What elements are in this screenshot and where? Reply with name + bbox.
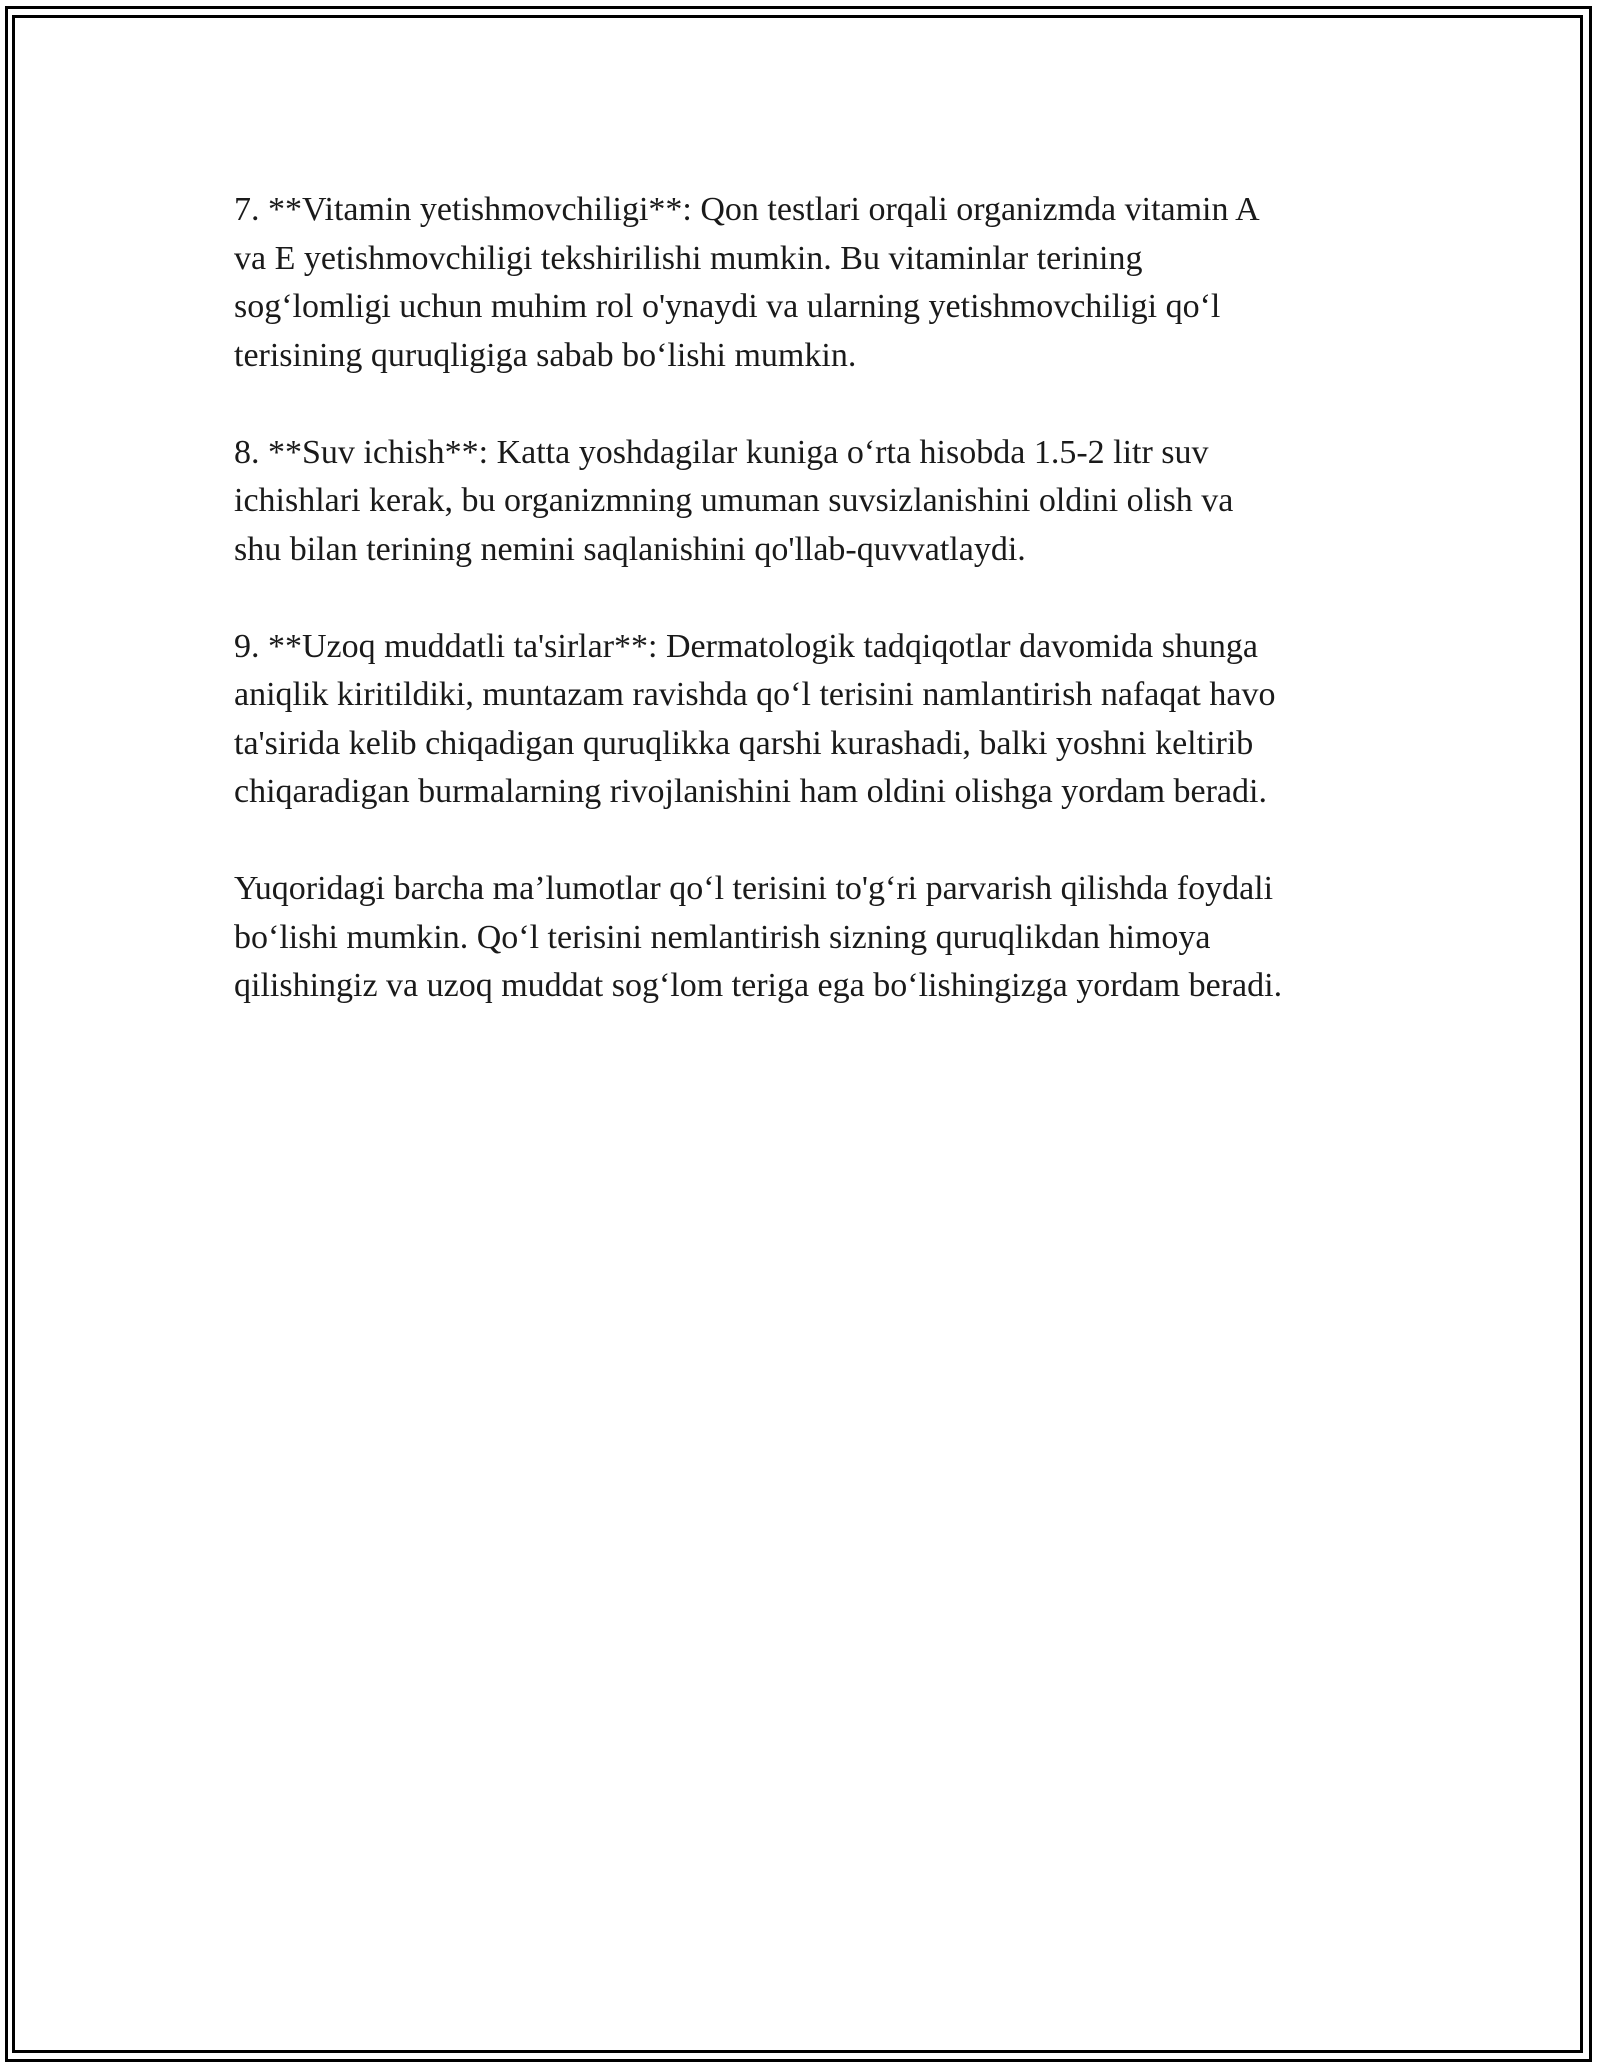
- text-line: Yuqoridagi barcha ma’lumotlar qo‘l terisini to'g‘ri parvarish qilishda foydali: [234, 870, 1274, 907]
- text-line: 7. **Vitamin yetishmovchiligi**: Qon testlari orqali organizmda vitamin A: [234, 191, 1260, 228]
- paragraph-long-term-effects: [234, 623, 1384, 817]
- text-line: terisining quruqligiga sabab bo‘lishi mumkin.: [234, 336, 857, 374]
- text-line: bo‘lishi mumkin. Qo‘l terisini nemlantirish sizning quruqlikdan himoya: [234, 918, 1211, 956]
- text-line: shu bilan terining nemini saqlanishini qo'llab-quvvatlaydi.: [234, 530, 1026, 568]
- paragraph-vitamin-deficiency: [234, 186, 1384, 380]
- text-line: va E yetishmovchiligi tekshirilishi mumkin. Bu vitaminlar terining: [234, 239, 1143, 277]
- text-line: chiqaradigan burmalarning rivojlanishini ham oldini olishga yordam beradi.: [234, 773, 1267, 810]
- document-body: [234, 186, 1384, 1059]
- text-line: ichishlari kerak, bu organizmning umuman suvsizlanishini oldini olish va: [234, 482, 1234, 519]
- text-line: aniqlik kiritildiki, muntazam ravishda qo‘l terisini namlantirish nafaqat havo: [234, 676, 1276, 713]
- text-line: sog‘lomligi uchun muhim rol o'ynaydi va ularning yetishmovchiligi qo‘l: [234, 288, 1221, 325]
- text-line: ta'sirida kelib chiqadigan quruqlikka qarshi kurashadi, balki yoshni keltirib: [234, 724, 1254, 762]
- paragraph-conclusion: [234, 865, 1384, 1011]
- text-line: 8. **Suv ichish**: Katta yoshdagilar kuniga o‘rta hisobda 1.5-2 litr suv: [234, 433, 1209, 471]
- text-line: 9. **Uzoq muddatli ta'sirlar**: Dermatologik tadqiqotlar davomida shunga: [234, 627, 1259, 665]
- paragraph-water-intake: [234, 429, 1384, 575]
- text-line: qilishingiz va uzoq muddat sog‘lom teriga ega bo‘lishingizga yordam beradi.: [234, 967, 1283, 1004]
